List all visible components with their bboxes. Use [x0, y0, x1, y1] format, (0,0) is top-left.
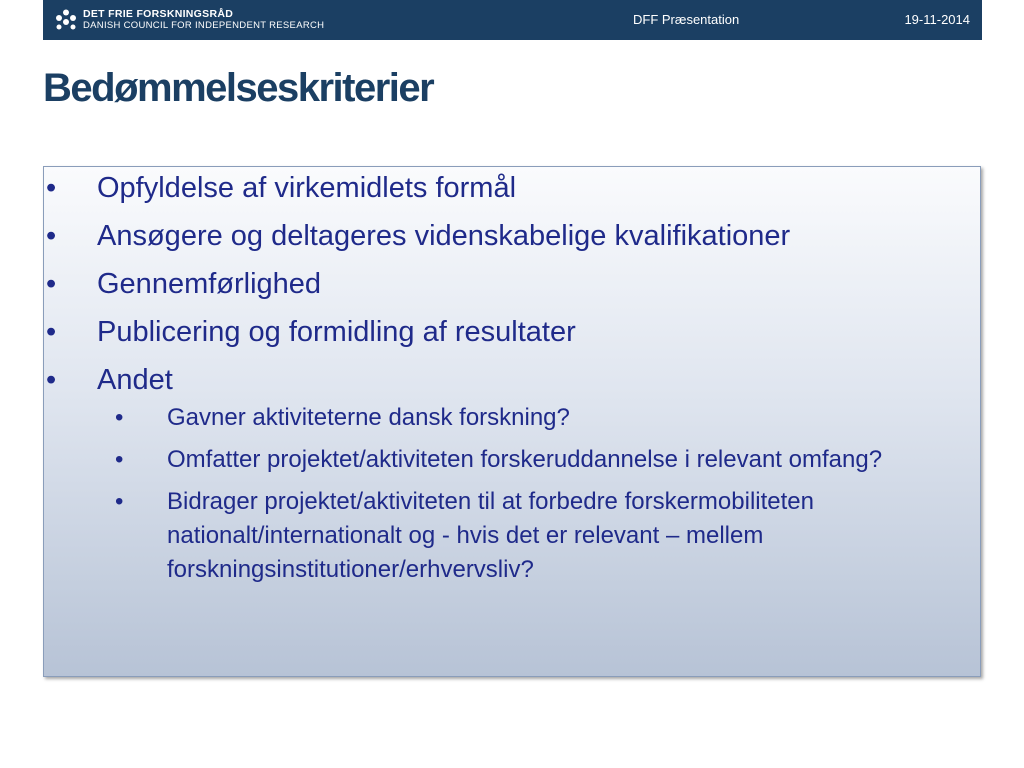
bullet-marker: •	[46, 364, 57, 396]
bullet-item	[44, 171, 982, 205]
bullet-marker: •	[46, 220, 57, 252]
bullet-marker: •	[46, 172, 57, 204]
sub-bullet-list	[97, 401, 982, 587]
sub-bullet-item	[97, 485, 947, 587]
bullet-item	[44, 267, 982, 301]
sub-bullet-item	[97, 443, 947, 477]
sub-bullet-marker: •	[115, 404, 124, 431]
logo-subtitle: DANISH COUNCIL FOR INDEPENDENT RESEARCH	[83, 20, 325, 31]
sub-bullet-text: Gavner aktiviteterne dansk forskning?	[167, 404, 570, 431]
header-bar	[43, 0, 982, 40]
content-box	[43, 166, 981, 677]
bullet-item	[44, 219, 982, 253]
bullet-text: Opfyldelse af virkemidlets formål	[97, 172, 517, 204]
bullet-marker: •	[46, 316, 57, 348]
sub-bullet-text: Omfatter projektet/aktiviteten forskeruddannelse i relevant omfang?	[167, 446, 883, 473]
bullet-item	[44, 315, 982, 349]
bullet-list	[44, 171, 982, 601]
sub-bullet-item	[97, 401, 947, 435]
sub-bullet-text: Bidrager projektet/aktiviteten til at forbedre forskermobiliteten nationalt/internationalt og - hvis det er relevant – mellem forskningsinstitutioner/erhvervsliv?	[167, 488, 814, 583]
dff-logo	[55, 6, 324, 34]
slide-title: Bedømmelseskriterier	[43, 66, 434, 110]
presentation-date: 19-11-2014	[904, 12, 970, 27]
presentation-title: DFF Præsentation	[633, 12, 740, 27]
bullet-text: Andet	[97, 364, 173, 396]
logo-text	[83, 8, 324, 32]
bullet-item	[44, 363, 982, 587]
sub-bullet-marker: •	[115, 488, 124, 515]
sub-bullet-marker: •	[115, 446, 124, 473]
bullet-text: Publicering og formidling af resultater	[97, 316, 576, 348]
dff-dots-logo-icon	[55, 9, 77, 31]
bullet-text: Ansøgere og deltageres videnskabelige kvalifikationer	[97, 220, 791, 252]
logo-name: DET FRIE FORSKNINGSRÅD	[83, 8, 234, 20]
bullet-text: Gennemførlighed	[97, 268, 322, 300]
bullet-marker: •	[46, 268, 57, 300]
